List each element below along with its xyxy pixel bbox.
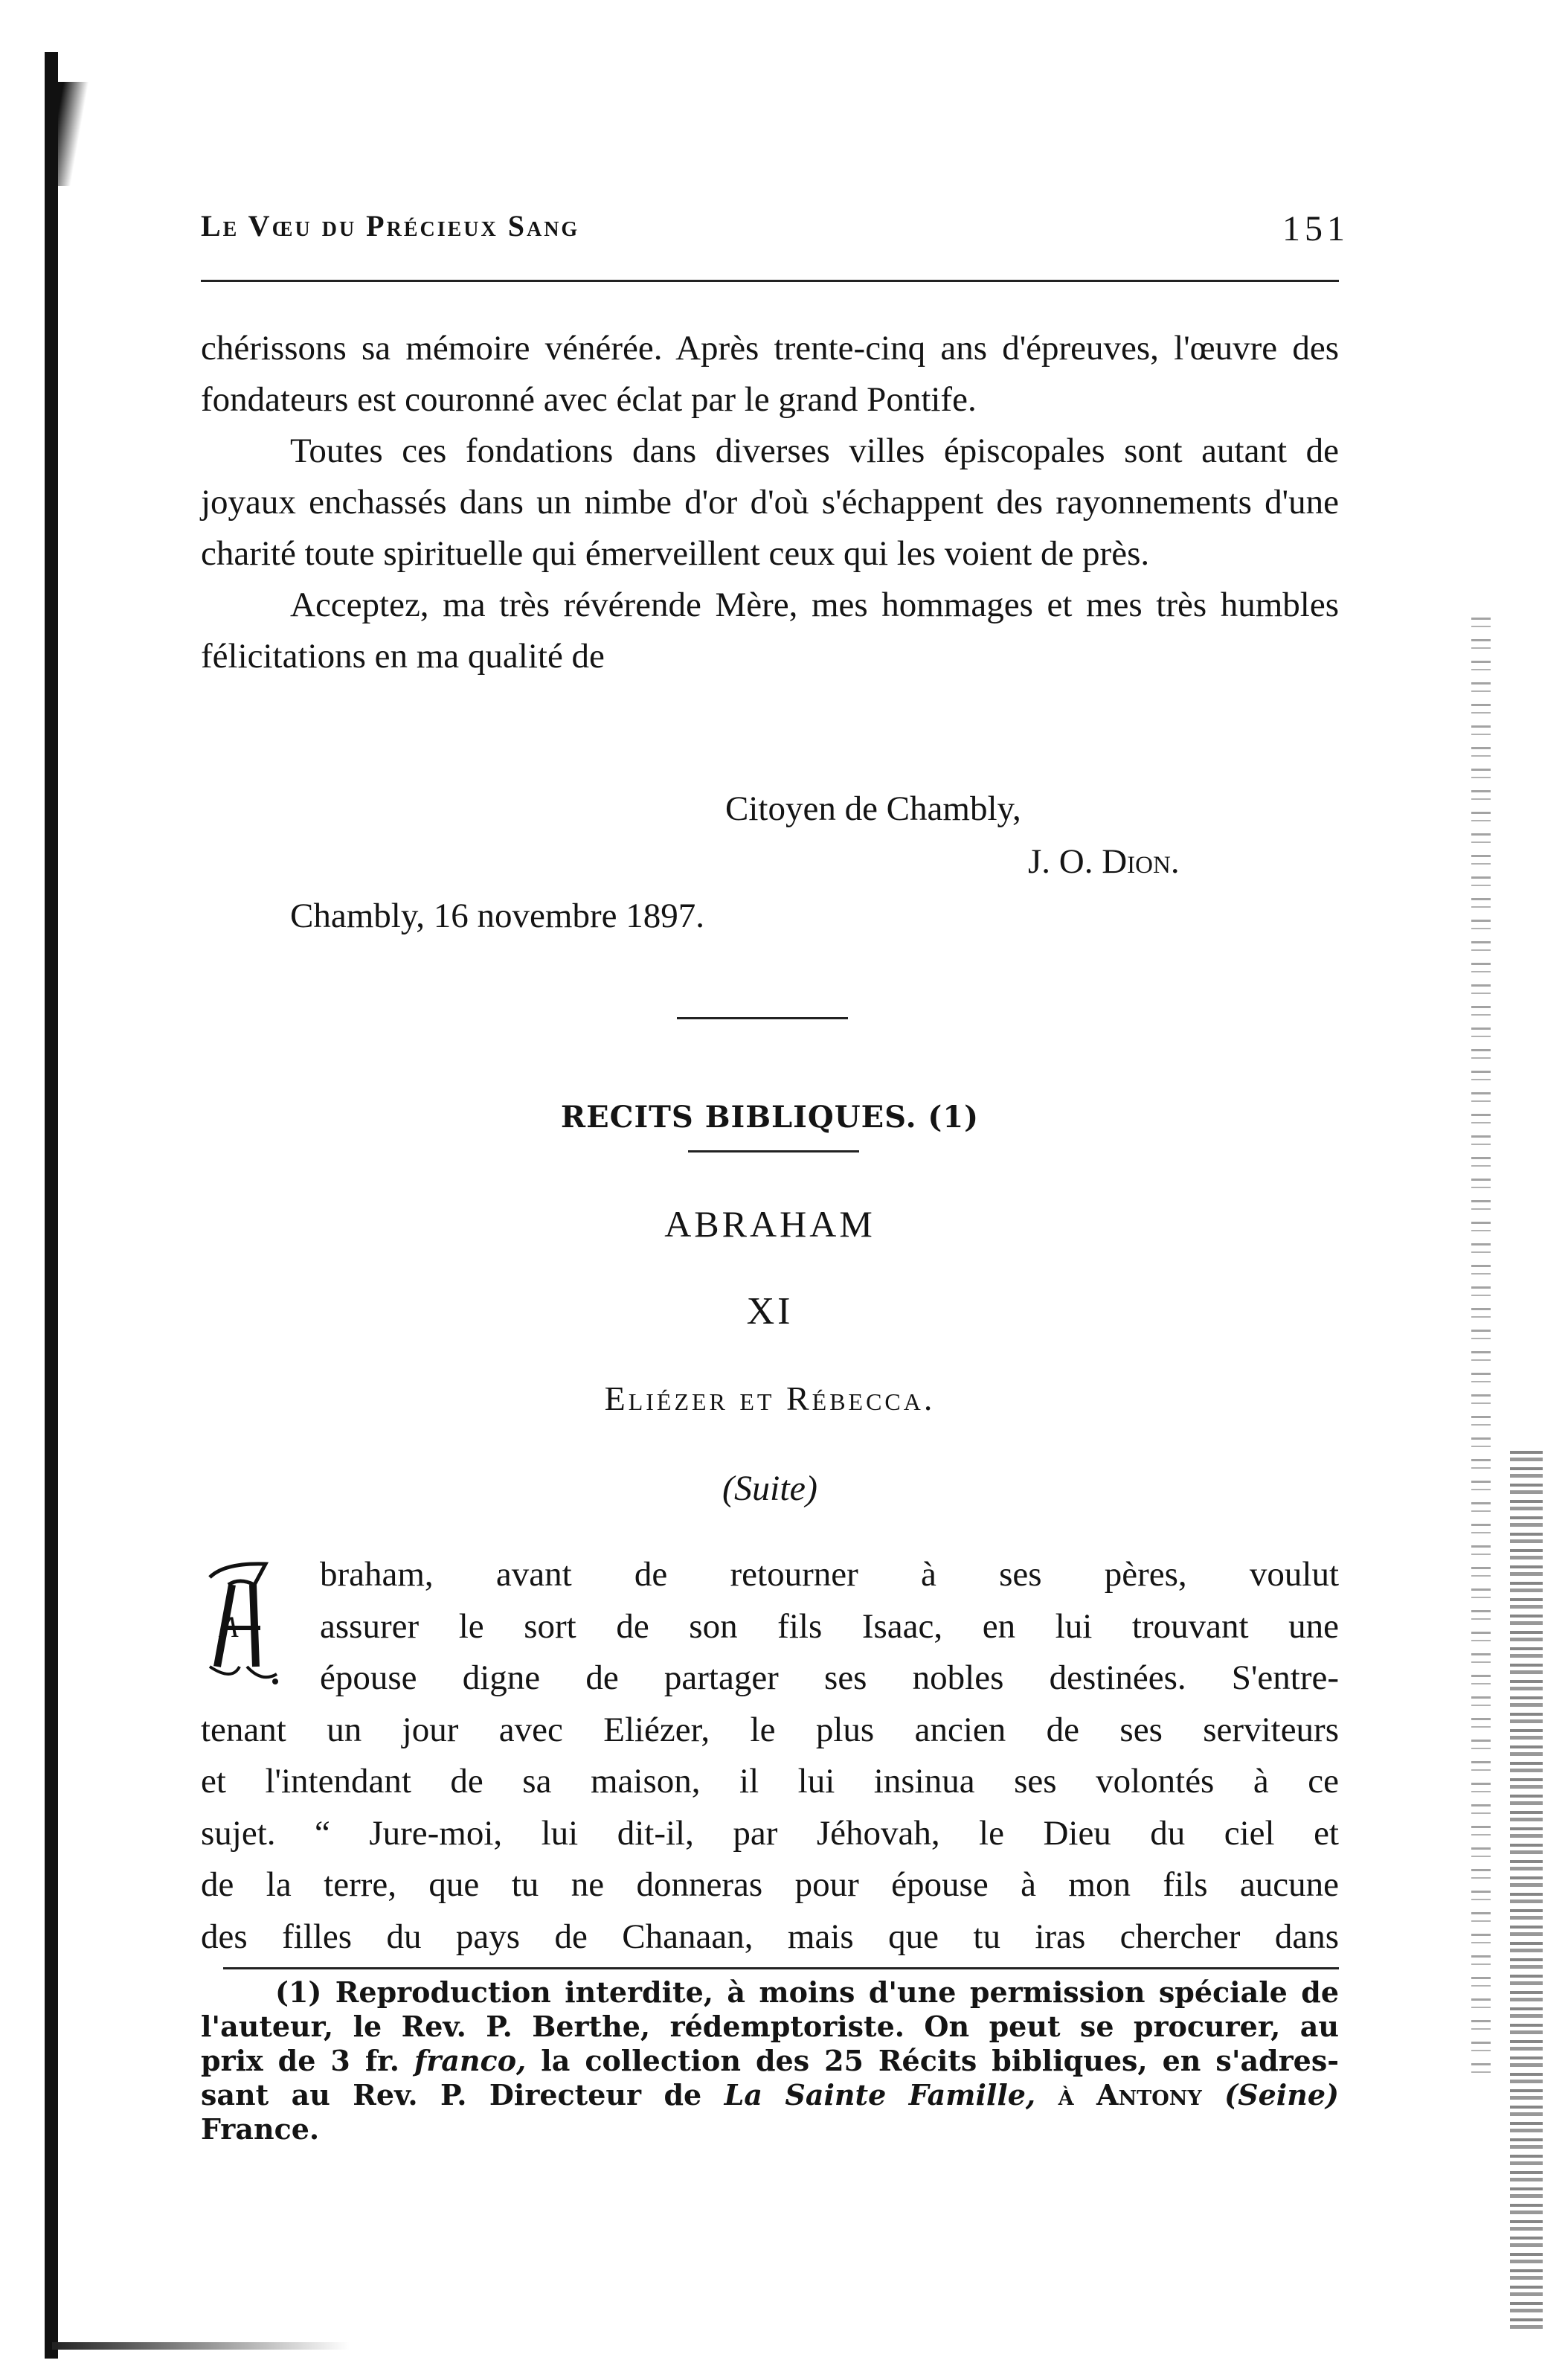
page-header (201, 208, 1349, 253)
story-line: assurer le sort de son fils Isaac, en lui trouvant une (320, 1606, 1339, 1646)
chapter-number: XI (746, 1290, 794, 1333)
scan-smudge (52, 2342, 350, 2350)
scan-noise-right-lower (1510, 1451, 1543, 2329)
story-line: de la terre, que tu ne donneras pour épouse à mon fils aucune (201, 1865, 1339, 1904)
footnote-rule (223, 1967, 1339, 1969)
dropcap-letter: A (220, 1610, 239, 1644)
footnote-line: France. (201, 2112, 320, 2146)
footnote-italic: (Seine) (1224, 2078, 1339, 2112)
footnote-line: l'auteur, le Rev. P. Berthe, rédemptoriste. On peut se procurer, au (201, 2010, 1339, 2043)
binding-edge-shadow (45, 82, 89, 186)
story-line: braham, avant de retourner à ses pères, voulut (320, 1555, 1339, 1594)
letter-paragraph-3: Acceptez, ma très révérende Mère, mes hommages et mes très humbles félicitations en ma qualité de (201, 586, 1339, 676)
footnote-line: prix de 3 fr. franco, la collection des 25 Récits bibliques, en s'adres- (201, 2044, 1340, 2077)
story-line: des filles du pays de Chanaan, mais que tu iras chercher dans (201, 1917, 1339, 1956)
chapter-subtitle: Eliézer et Rébecca. (604, 1379, 936, 1417)
footnote-italic: La Sainte Famille, (724, 2078, 1036, 2112)
letter-body (201, 323, 1339, 682)
binding-edge (45, 52, 58, 2359)
story-line: tenant un jour avec Eliézer, le plus ancien de ses serviteurs (201, 1710, 1339, 1749)
running-head: Le Vœu du Précieux Sang (201, 209, 580, 243)
letter-paragraph-1: chérissons sa mémoire vénérée. Après trente-cinq ans d'épreuves, l'œuvre des fondateurs est couronné avec éclat par le grand Pontife. (201, 329, 1339, 419)
dateline: Chambly, 16 novembre 1897. (290, 897, 704, 935)
footnote-line: (1) Reproduction interdite, à moins d'une permission spéciale de (275, 1975, 1339, 2009)
page-number: 151 (1282, 209, 1349, 249)
signature-title: Citoyen de Chambly, (725, 789, 1021, 828)
chapter-note: (Suite) (722, 1469, 817, 1508)
footnote (201, 1975, 1339, 2147)
story-line: épouse digne de partager ses nobles destinées. S'entre- (320, 1658, 1339, 1697)
story-line: sujet. “ Jure-moi, lui dit-il, par Jéhovah, le Dieu du ciel et (201, 1813, 1339, 1853)
section-divider (677, 1017, 848, 1019)
footnote-italic: franco, (414, 2044, 527, 2077)
letter-paragraph-2: Toutes ces fondations dans diverses villes épiscopales sont autant de joyaux enchassés dans un nimbe d'or d'où s'échappent des rayonnements d'une charité toute spirituelle qui émerveillent ceux qui les voient de près. (201, 432, 1339, 573)
story-body (201, 1549, 1339, 1963)
header-rule (201, 280, 1339, 282)
section-title: RECITS BIBLIQUES. (1) (560, 1100, 980, 1135)
chapter-name: ABRAHAM (664, 1203, 875, 1245)
signature-name: J. O. Dion. (1028, 842, 1180, 881)
story-line: et l'intendant de sa maison, il lui insinua ses volontés à ce (201, 1762, 1339, 1801)
scan-noise-right (1471, 618, 1491, 2076)
section-title-rule (688, 1150, 859, 1152)
footnote-line: sant au Rev. P. Directeur de La Sainte Famille, à Antony (Seine) (201, 2078, 1339, 2112)
